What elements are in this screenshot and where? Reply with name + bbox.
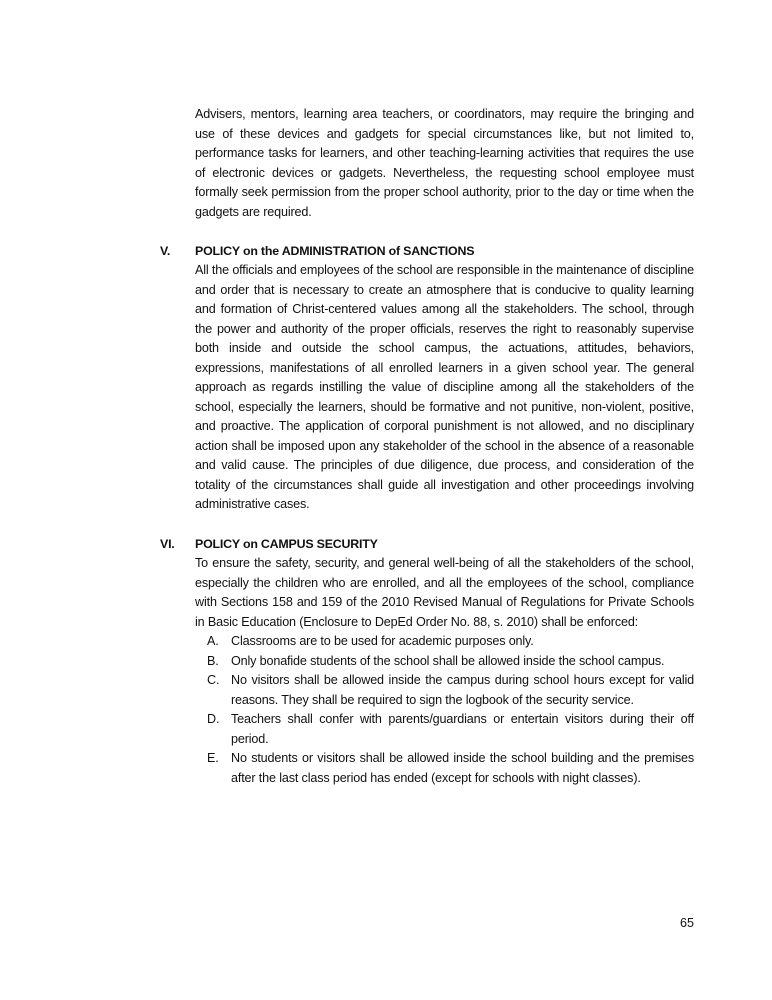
list-item (207, 749, 694, 788)
list-marker: B. (207, 653, 219, 668)
intro-paragraph: Advisers, mentors, learning area teachers, or coordinators, may require the bringing and use of these devices and gadgets for special circumstances like, but not limited to, performance tasks for learners, and other teaching-learning activities that requires the use of electronic devices or gadgets. Nevertheless, the requesting school employee must formally seek permission from the proper school authority, prior to the day or time when the gadgets are required. (195, 107, 694, 219)
section-heading-vi (160, 535, 378, 555)
list-marker: D. (207, 712, 220, 726)
list-marker: C. (207, 673, 220, 687)
list-item (207, 710, 694, 749)
list-item-text: No students or visitors shall be allowed inside the school building and the premises after the last class period has ended (except for schools with night classes). (231, 751, 694, 785)
list-marker: A. (207, 634, 219, 648)
list-item-text: No visitors shall be allowed inside the campus during school hours except for valid reasons. They shall be required to sign the logbook of the security service. (231, 673, 694, 707)
list-marker: E. (207, 751, 219, 765)
section-title: POLICY on CAMPUS SECURITY (195, 537, 378, 551)
section-title: POLICY on the ADMINISTRATION of SANCTIONS (195, 244, 475, 258)
section-heading-v (160, 242, 474, 262)
list-item (207, 671, 694, 710)
list-item-text: Teachers shall confer with parents/guardians or entertain visitors during their off period. (231, 712, 694, 746)
list-item-text: Only bonafide students of the school shall be allowed inside the school campus. (231, 653, 665, 668)
section-number: VI. (160, 537, 175, 551)
section-number: V. (160, 244, 171, 258)
section-vi-body: To ensure the safety, security, and general well-being of all the stakeholders of the school, especially the children who are enrolled, and all the employees of the school, compliance with Sections 158 and 159 of the 2010 Revised Manual of Regulations for Private Schools in Basic Education (Enclosure to DepEd Order No. 88, s. 2010) shall be enforced: (195, 556, 694, 629)
security-rules-list (207, 632, 694, 788)
list-item (207, 632, 694, 652)
section-v-body: All the officials and employees of the school are responsible in the maintenance of discipline and order that is necessary to create an atmosphere that is conducive to quality learning and formation of Christ-centered values among all the stakeholders. The school, through the power and authority of the proper officials, reserves the right to reasonably supervise both inside and outside the school campus, the actuations, attitudes, behaviors, expressions, manifestations of all enrolled learners in a given school year. The general approach as regards instilling the value of discipline among all the stakeholders of the school, especially the learners, should be formative and not punitive, non-violent, positive, and proactive. The application of corporal punishment is not allowed, and no disciplinary action shall be imposed upon any stakeholder of the school in the absence of a reasonable and valid cause. The principles of due diligence, due process, and consideration of the totality of the circumstances shall guide all investigation and other proceedings involving administrative cases. (195, 263, 694, 511)
list-item-text: Classrooms are to be used for academic purposes only. (231, 634, 534, 648)
list-item (207, 652, 694, 672)
page-number: 65 (680, 916, 695, 930)
